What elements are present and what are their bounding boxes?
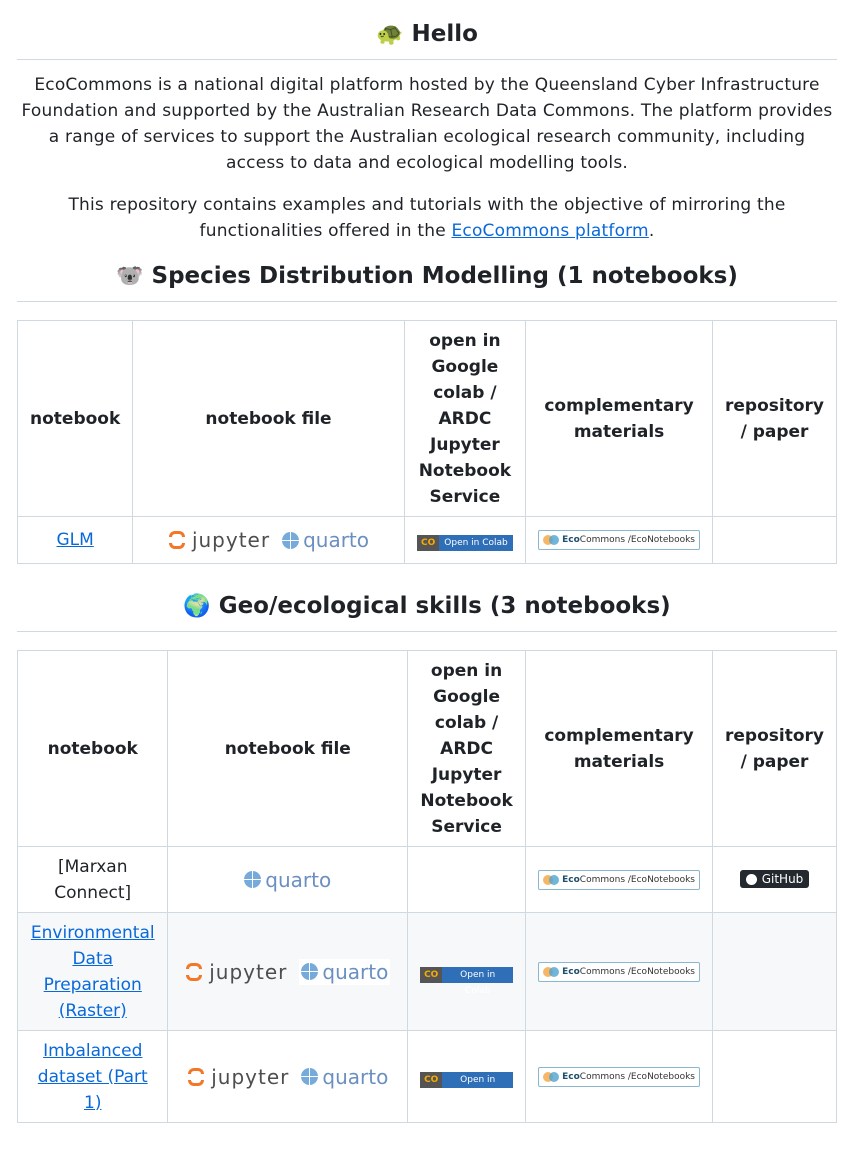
open-in-colab-badge[interactable]: CO Open in Colab <box>420 1072 513 1088</box>
ecocommons-badge[interactable]: Eco Commons /EcoNotebooks <box>538 962 700 982</box>
jupyter-logo[interactable]: jupyter <box>185 959 287 985</box>
quarto-logo[interactable]: quarto <box>299 959 390 985</box>
ecocommons-badge[interactable]: Eco Commons /EcoNotebooks <box>538 1067 700 1087</box>
quarto-icon <box>301 963 318 980</box>
turtle-icon: 🐢 <box>376 22 404 47</box>
quarto-icon <box>282 532 299 549</box>
colab-icon: CO <box>420 967 442 983</box>
open-in-colab-badge[interactable]: CO Open in Colab <box>417 535 513 551</box>
open-in-colab-badge[interactable]: CO Open in Colab <box>420 967 513 983</box>
col-notebook-file: notebook file <box>133 321 404 517</box>
jupyter-logo[interactable]: jupyter <box>168 527 270 553</box>
table-row <box>18 847 837 913</box>
section-geo-title: Geo/ecological skills (3 notebooks) <box>218 593 671 619</box>
hello-title: Hello <box>411 21 478 47</box>
section-sdm-heading <box>17 260 837 302</box>
quarto-logo[interactable]: quarto <box>282 527 369 553</box>
col-complementary: complementary materials <box>526 321 713 517</box>
col-notebook: notebook <box>18 651 168 847</box>
quarto-icon <box>301 1068 318 1085</box>
section-geo-heading <box>17 590 837 632</box>
col-open-in-colab: open in Google colab / ARDC Jupyter Notebook Service <box>408 651 526 847</box>
table-header-row <box>18 651 837 847</box>
quarto-logo[interactable]: quarto <box>244 867 331 893</box>
repo-paragraph <box>17 192 837 244</box>
table-row <box>18 517 837 564</box>
ecocommons-icon <box>543 535 559 545</box>
table-row <box>18 913 837 1031</box>
col-open-in-colab: open in Google colab / ARDC Jupyter Notebook Service <box>404 321 525 517</box>
jupyter-icon <box>168 531 186 549</box>
ecocommons-icon <box>543 875 559 885</box>
jupyter-logo[interactable]: jupyter <box>187 1064 289 1090</box>
colab-icon: CO <box>417 535 439 551</box>
ecocommons-badge[interactable]: Eco Commons /EcoNotebooks <box>538 530 700 550</box>
environmental-data-prep-link[interactable]: Environmental Data Preparation (Raster) <box>30 922 155 1021</box>
sdm-table <box>17 320 837 564</box>
imbalanced-dataset-link[interactable]: Imbalanced dataset (Part 1) <box>37 1040 148 1113</box>
col-notebook: notebook <box>18 321 133 517</box>
repo-text: This repository contains examples and tutorials with the objective of mirroring the functionalities offered in the <box>68 195 786 241</box>
section-sdm-title: Species Distribution Modelling (1 notebooks) <box>151 263 738 289</box>
geo-table <box>17 650 837 1123</box>
marxan-notebook: [Marxan Connect] <box>18 847 168 913</box>
github-icon <box>746 874 757 885</box>
table-row <box>18 1031 837 1123</box>
col-notebook-file: notebook file <box>168 651 408 847</box>
hello-heading <box>17 18 837 60</box>
koala-icon: 🐨 <box>116 264 144 289</box>
glm-notebook-link[interactable]: GLM <box>56 530 94 550</box>
ecocommons-icon <box>543 967 559 977</box>
col-complementary: complementary materials <box>526 651 713 847</box>
ecocommons-platform-link[interactable]: EcoCommons platform <box>451 221 649 241</box>
intro-paragraph: EcoCommons is a national digital platform hosted by the Queensland Cyber Infrastructure Foundation and supported by the Australian Research Data Commons. The platform provides a range of services to support the Australian ecological research community, including access to data and ecological modelling tools. <box>21 75 833 173</box>
repo-text-end: . <box>648 221 655 241</box>
col-repository: repository / paper <box>713 321 837 517</box>
table-header-row <box>18 321 837 517</box>
github-badge[interactable]: GitHub <box>740 870 810 888</box>
globe-icon: 🌍 <box>183 594 211 619</box>
col-repository: repository / paper <box>713 651 837 847</box>
colab-icon: CO <box>420 1072 442 1088</box>
ecocommons-badge[interactable]: Eco Commons /EcoNotebooks <box>538 870 700 890</box>
quarto-logo[interactable]: quarto <box>301 1064 388 1090</box>
jupyter-icon <box>185 963 203 981</box>
readme <box>17 0 837 1123</box>
quarto-icon <box>244 871 261 888</box>
ecocommons-icon <box>543 1072 559 1082</box>
jupyter-icon <box>187 1068 205 1086</box>
